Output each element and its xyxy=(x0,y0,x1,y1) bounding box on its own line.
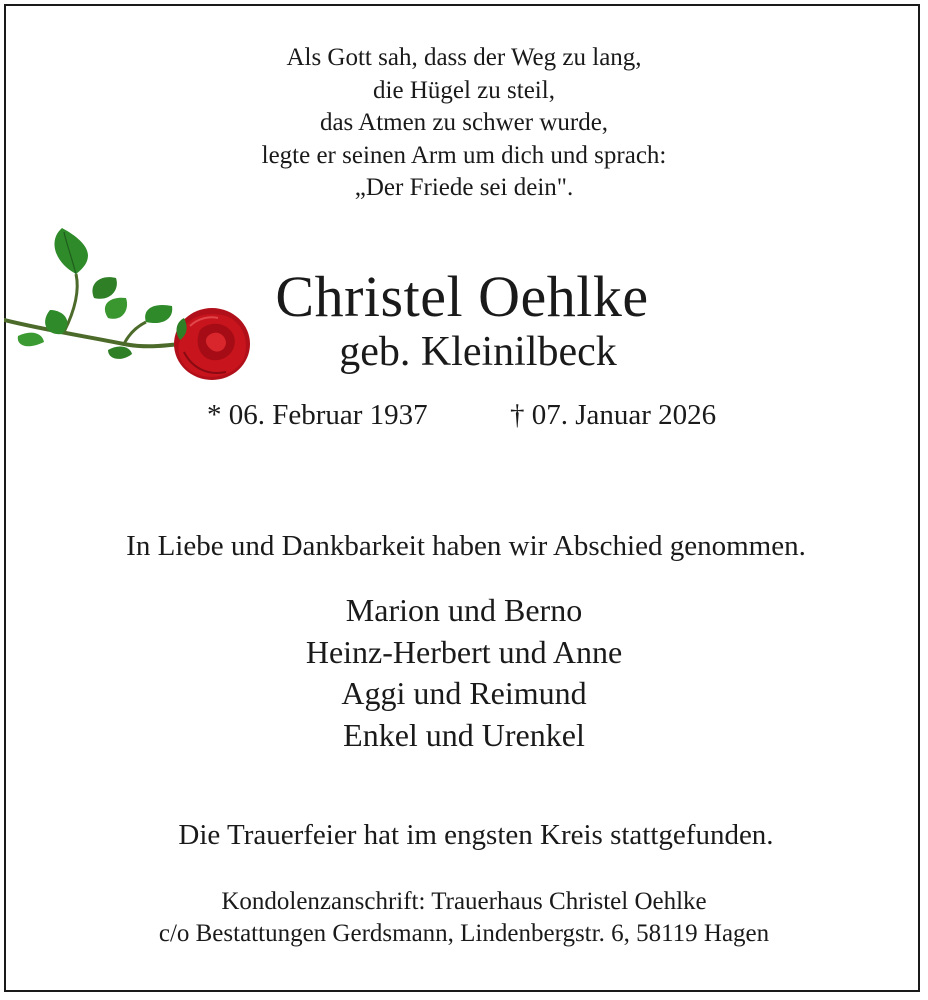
birth-date: * 06. Februar 1937 xyxy=(207,399,428,431)
poem-line: die Hügel zu steil, xyxy=(373,76,555,104)
poem-line: Als Gott sah, dass der Weg zu lang, xyxy=(286,44,642,71)
service-note: Die Trauerfeier hat im engsten Kreis stattgefunden. xyxy=(178,819,774,851)
condolence-line: Kondolenzanschrift: Trauerhaus Christel Oehlke xyxy=(221,888,707,915)
condolence-address xyxy=(0,886,928,950)
mourners-list xyxy=(0,590,928,756)
farewell-statement: In Liebe und Dankbarkeit haben wir Abschied genommen. xyxy=(126,530,806,562)
mourner-entry: Marion und Berno xyxy=(345,592,583,628)
life-dates xyxy=(0,395,928,435)
deceased-name: Christel Oehlke xyxy=(275,264,649,329)
poem xyxy=(0,42,928,205)
condolence-line: c/o Bestattungen Gerdsmann, Lindenbergstr. 6, 58119 Hagen xyxy=(158,920,770,947)
death-date: † 07. Januar 2026 xyxy=(510,399,717,431)
poem-line: legte er seinen Arm um dich und sprach: xyxy=(261,141,667,169)
mourner-entry: Heinz-Herbert und Anne xyxy=(305,633,623,670)
birth-name: geb. Kleinilbeck xyxy=(339,329,617,375)
poem-line: „Der Friede sei dein". xyxy=(354,174,574,201)
mourner-entry: Enkel und Urenkel xyxy=(343,716,585,753)
poem-line: das Atmen zu schwer wurde, xyxy=(319,109,609,136)
mourner-entry: Aggi und Reimund xyxy=(341,675,587,711)
